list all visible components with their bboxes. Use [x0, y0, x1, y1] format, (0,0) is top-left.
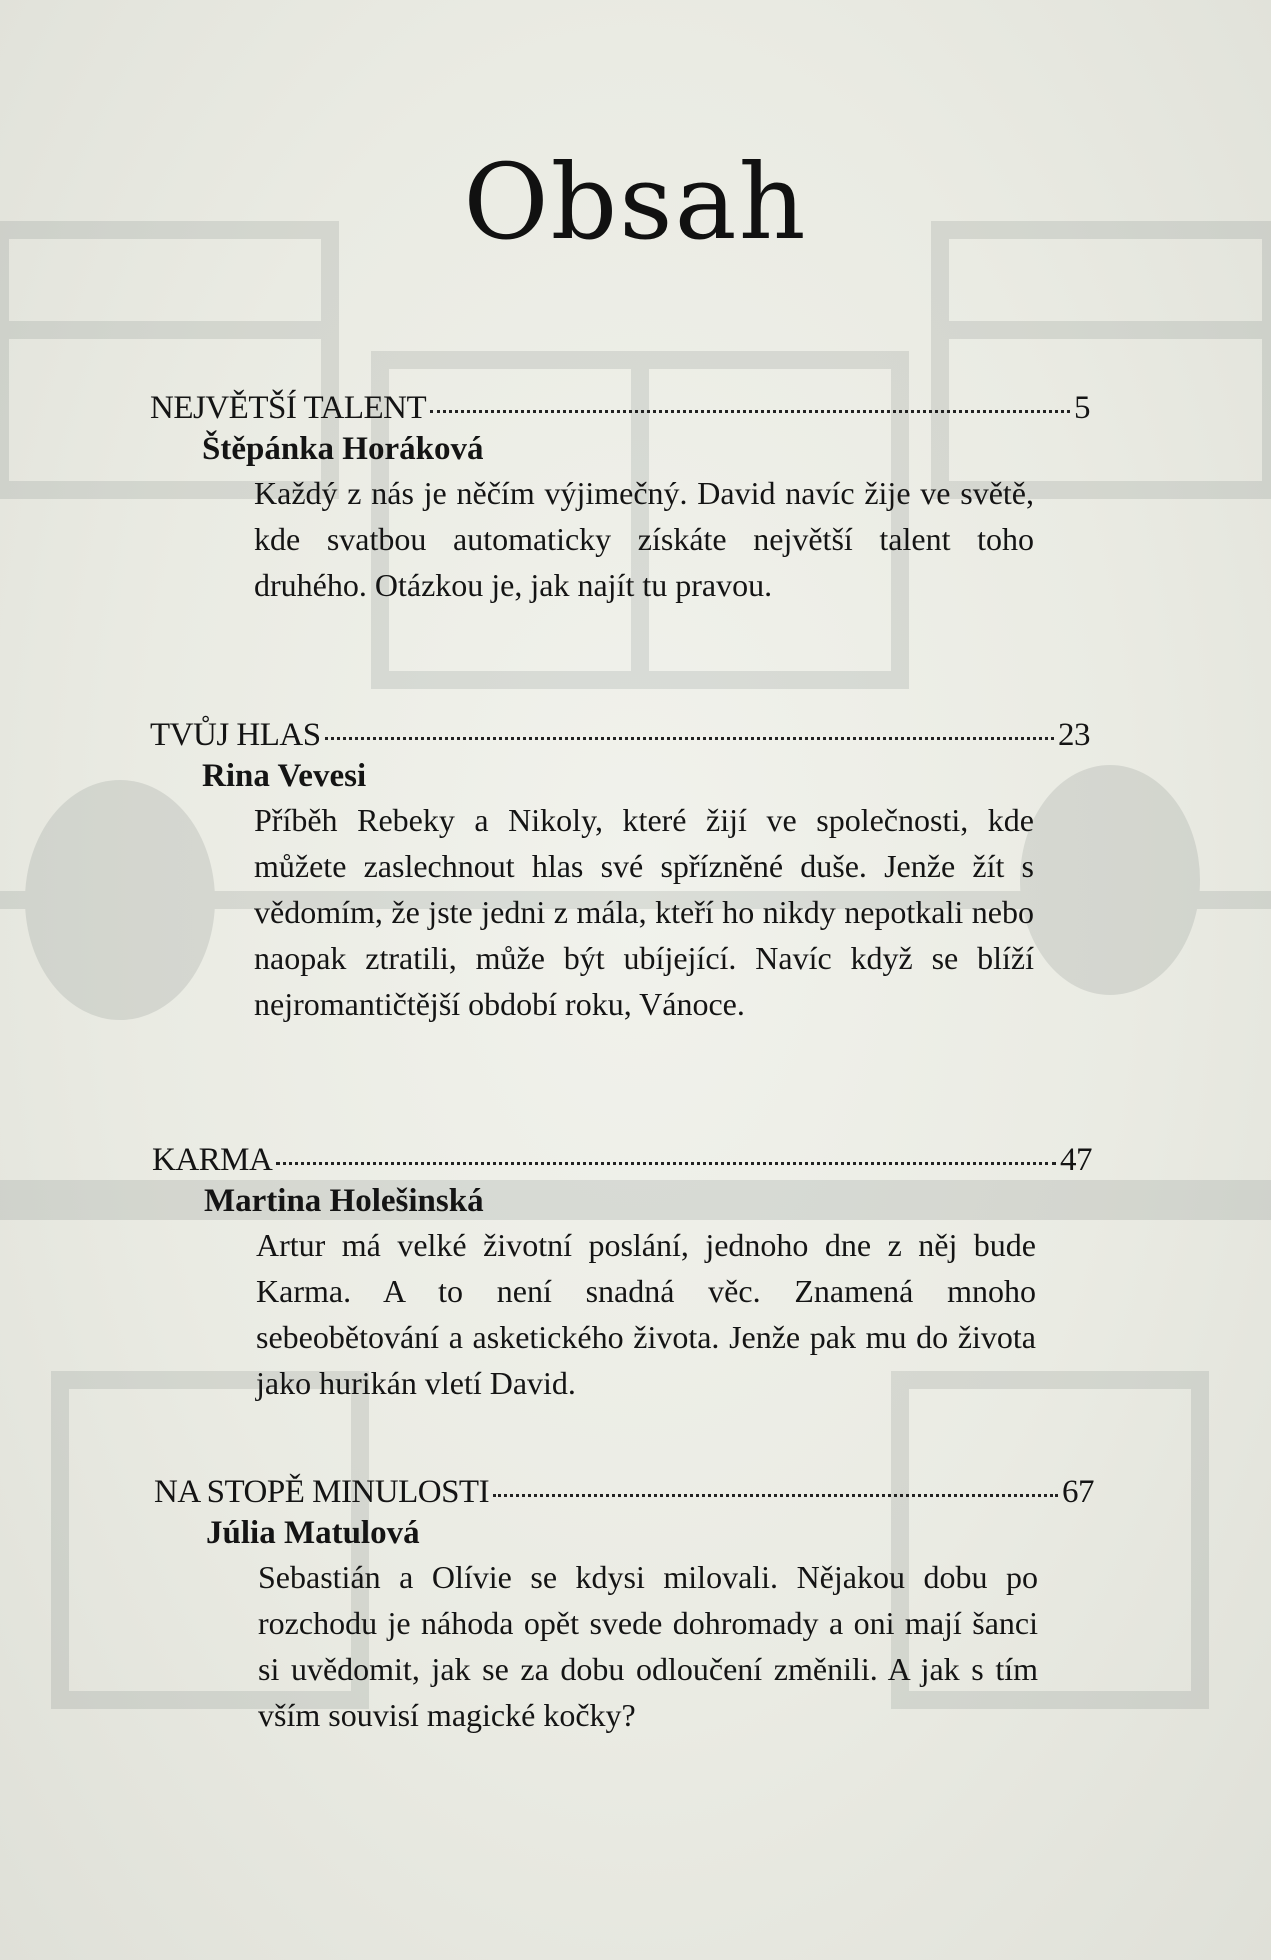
- page-number: 23: [1058, 717, 1090, 753]
- toc-entry: [152, 1140, 1092, 1406]
- toc-entry: [150, 715, 1090, 1027]
- dot-leader: [325, 737, 1054, 740]
- chapter-title: NA STOPĚ MINULOSTI: [154, 1474, 490, 1510]
- page-title: Obsah: [463, 141, 808, 263]
- page-number: 5: [1074, 390, 1090, 426]
- toc-entry-line: [152, 1140, 1092, 1180]
- dot-leader: [493, 1494, 1058, 1497]
- chapter-author: Júlia Matulová: [206, 1515, 420, 1551]
- chapter-description: Sebastián a Olívie se kdysi milovali. Nějakou dobu po rozchodu je náhoda opět svede dohromady a oni mají šanci si uvědomit, jak se za dobu odloučení změnili. A jak s tím vším souvisí magické kočky?: [258, 1559, 1038, 1733]
- toc-entry: [154, 1472, 1094, 1738]
- toc-entry-line: [150, 388, 1090, 428]
- page-number: 47: [1060, 1142, 1092, 1178]
- chapter-description: Artur má velké životní poslání, jednoho dne z něj bude Karma. A to není snadná věc. Znamená mnoho sebeobětování a asketického života. Jenže pak mu do života jako hurikán vletí David.: [256, 1227, 1036, 1401]
- chapter-author: Rina Vevesi: [202, 758, 367, 794]
- dot-leader: [430, 410, 1070, 413]
- chapter-title: TVŮJ HLAS: [150, 717, 321, 753]
- chapter-title: KARMA: [152, 1142, 273, 1178]
- toc-entry-line: [150, 715, 1090, 755]
- chapter-author: Štěpánka Horáková: [202, 431, 484, 467]
- chapter-title: NEJVĚTŠÍ TALENT: [150, 390, 427, 426]
- chapter-description: Každý z nás je něčím výjimečný. David navíc žije ve světě, kde svatbou automaticky získáte největší talent toho druhého. Otázkou je, jak najít tu pravou.: [254, 475, 1034, 603]
- page-number: 67: [1062, 1474, 1094, 1510]
- toc-entry: [150, 388, 1090, 608]
- chapter-author: Martina Holešinská: [204, 1183, 484, 1219]
- dot-leader: [276, 1162, 1056, 1165]
- chapter-description: Příběh Rebeky a Nikoly, které žijí ve společnosti, kde můžete zaslechnout hlas své spřízněné duše. Jenže žít s vědomím, že jste jedni z mála, kteří ho nikdy nepotkali nebo naopak ztratili, může být ubíjející. Navíc když se blíží nejromantičtější období roku, Vánoce.: [254, 802, 1034, 1022]
- toc-entry-line: [154, 1472, 1094, 1512]
